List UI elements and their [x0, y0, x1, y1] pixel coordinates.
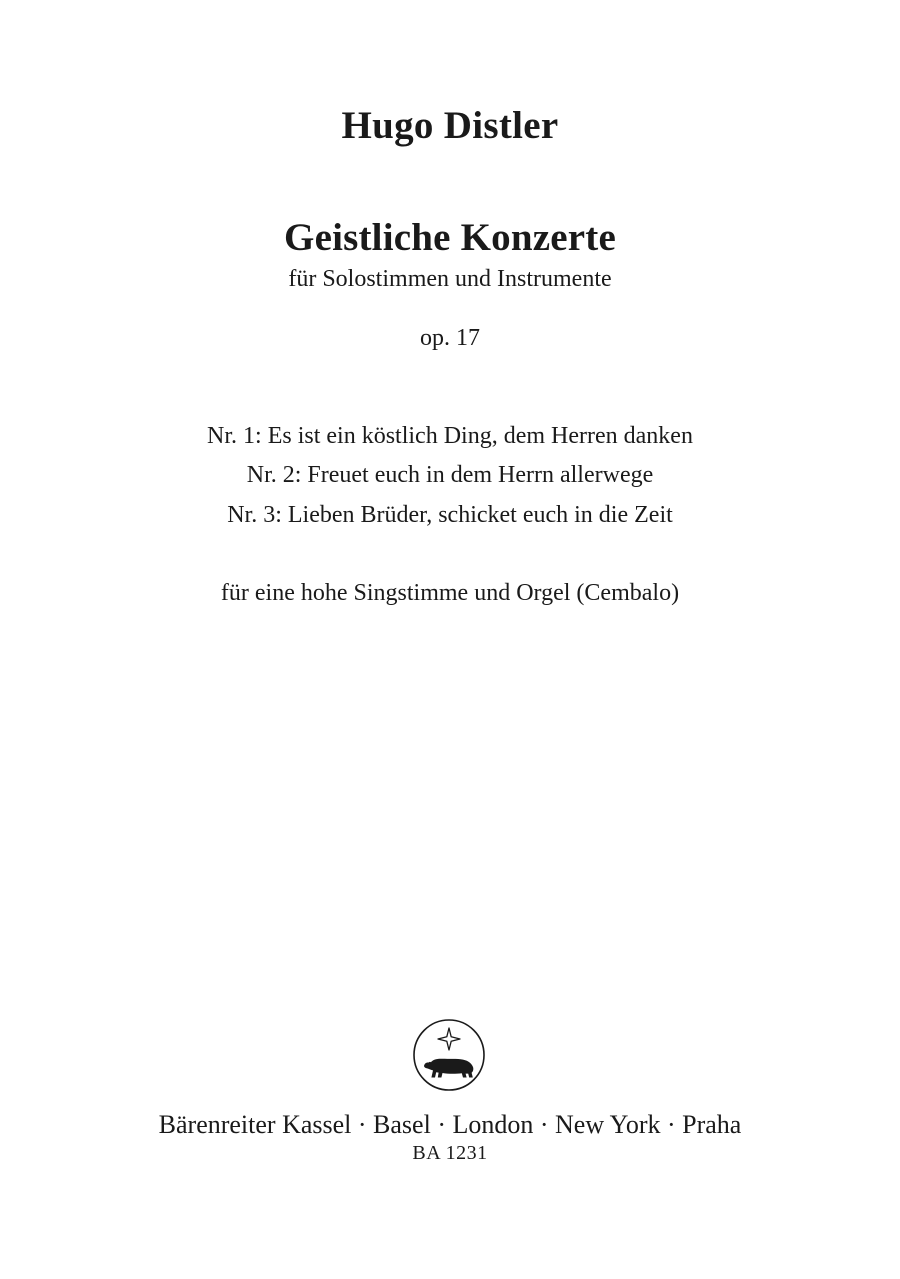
catalog-number: BA 1231 [412, 1142, 488, 1164]
work-subtitle: für Solostimmen und Instrumente [288, 266, 612, 292]
work-item-1: Nr. 1: Es ist ein köstlich Ding, dem Herren danken [207, 423, 693, 449]
publisher-imprint: Bärenreiter Kassel · Basel · London · New York · Praha [158, 1110, 742, 1139]
baerenreiter-bear-star-logo-icon [412, 1018, 486, 1092]
work-title: Geistliche Konzerte [284, 216, 616, 259]
work-item-2: Nr. 2: Freuet euch in dem Herrn allerwege [246, 462, 654, 488]
opus-number: op. 17 [420, 325, 480, 351]
scoring-note: für eine hohe Singstimme und Orgel (Cembalo) [220, 580, 680, 606]
work-item-3: Nr. 3: Lieben Brüder, schicket euch in die Zeit [227, 502, 673, 528]
composer-name: Hugo Distler [341, 104, 559, 147]
